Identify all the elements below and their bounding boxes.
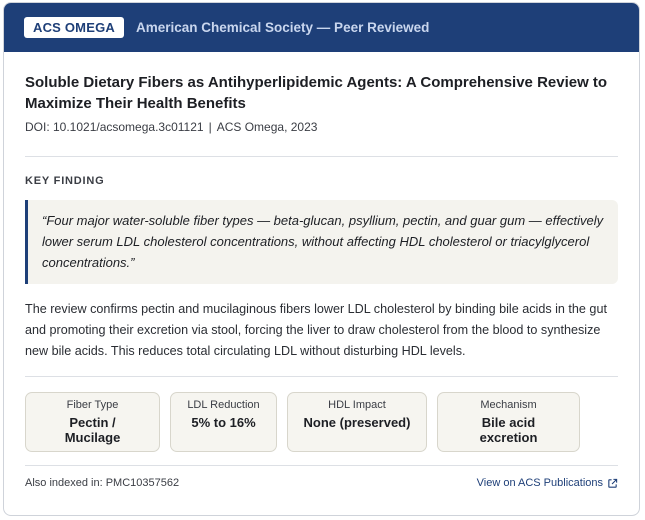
card-content [4,72,639,489]
stat-value: None (preserved) [303,415,411,430]
stat-hdl-impact [287,392,427,452]
card-footer [25,477,618,489]
key-finding-label: KEY FINDING [25,175,105,187]
divider [25,156,618,157]
acs-publications-link[interactable] [477,477,618,489]
summary-text: The review confirms pectin and mucilaginous fibers lower LDL cholesterol by binding bile acids in the gut and promoting their excretion via stool, forcing the liver to draw cholesterol from the blood to synthesize new bile acids. This reduces total circulating LDL without disturbing HDL levels. [25,302,607,358]
link-label: View on ACS Publications [476,477,603,489]
stat-label: Fiber Type [66,399,119,411]
stat-label: HDL Impact [328,399,386,411]
divider [25,465,618,466]
stat-value: Pectin / Mucilage [64,415,121,445]
publisher-label: American Chemical Society — Peer Reviewed [135,20,430,35]
article-card [3,2,640,516]
source-text: ACS Omega, 2023 [216,120,318,134]
meta-separator: | [208,120,212,134]
stat-value: Bile acid excretion [479,415,538,445]
key-finding-quote: “Four major water-soluble fiber types — beta-glucan, psyllium, pectin, and guar gum — effectively lower serum LDL cholesterol concentrations, without affecting HDL cholesterol or triacylglycerol concentrations.” [25,200,618,284]
card-header [4,3,639,52]
divider [25,376,618,377]
stats-row [25,392,618,452]
indexed-text: Also indexed in: PMC10357562 [25,477,180,489]
external-link-icon [607,478,618,489]
stat-fiber-type [25,392,160,452]
article-meta [25,120,618,134]
doi-text: DOI: 10.1021/acsomega.3c01121 [25,120,204,134]
stat-ldl-reduction [170,392,277,452]
stat-value: 5% to 16% [191,415,256,430]
journal-badge: ACS OMEGA [24,17,124,38]
stat-label: LDL Reduction [187,399,260,411]
article-title: Soluble Dietary Fibers as Antihyperlipidemic Agents: A Comprehensive Review to Maximize Their Health Benefits [25,74,608,112]
stat-mechanism [437,392,580,452]
stat-label: Mechanism [480,399,537,411]
